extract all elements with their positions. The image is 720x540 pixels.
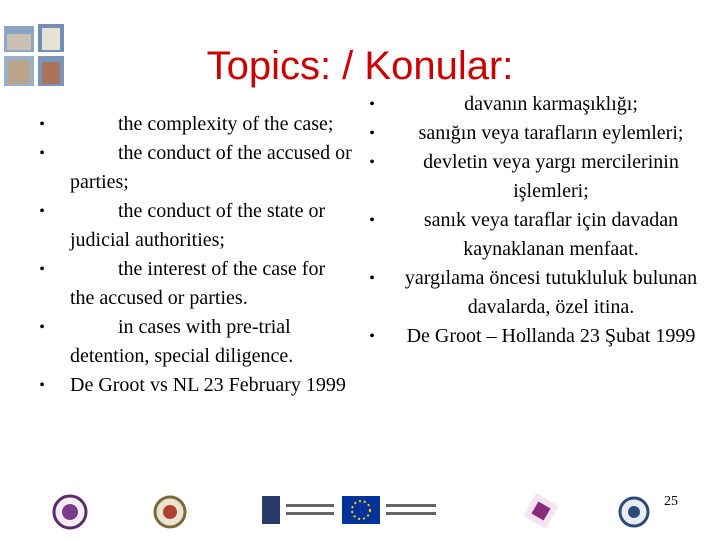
list-item bbox=[32, 197, 352, 255]
list-item-text: davanın karmaşıklığı; bbox=[464, 93, 638, 115]
bullet-icon: • bbox=[369, 270, 375, 287]
bullet-icon: • bbox=[369, 125, 375, 142]
bullet-icon: • bbox=[369, 96, 375, 113]
bullet-icon: • bbox=[369, 154, 375, 171]
bullet-icon: • bbox=[39, 261, 45, 278]
ministry-logo-icon bbox=[523, 493, 559, 529]
list-item-text: the conduct of the accused or parties; bbox=[70, 142, 352, 193]
list-item bbox=[362, 119, 702, 148]
court-seal-icon bbox=[155, 497, 185, 527]
bullet-icon: • bbox=[39, 319, 45, 336]
list-item bbox=[32, 255, 352, 313]
page-number: 25 bbox=[664, 494, 678, 509]
eu-flag-icon bbox=[342, 496, 436, 524]
slide-title: Topics: / Konular: bbox=[206, 44, 514, 88]
english-topics-list bbox=[32, 110, 352, 400]
list-item-text: De Groot vs NL 23 February 1999 bbox=[70, 374, 346, 396]
bullet-icon: • bbox=[39, 145, 45, 162]
list-item-text: the complexity of the case; bbox=[118, 113, 334, 135]
bullet-icon: • bbox=[39, 203, 45, 220]
list-item bbox=[362, 90, 702, 119]
list-item-text: the conduct of the state or judicial authorities; bbox=[70, 200, 326, 251]
footer-logos bbox=[0, 490, 720, 540]
council-of-europe-logo bbox=[262, 496, 334, 524]
list-item bbox=[32, 139, 352, 197]
list-item bbox=[362, 322, 702, 351]
bullet-icon: • bbox=[39, 377, 45, 394]
list-item bbox=[362, 206, 702, 264]
academy-seal-icon bbox=[620, 498, 648, 526]
list-item-text: sanığın veya tarafların eylemleri; bbox=[418, 122, 684, 144]
list-item-text: devletin veya yargı mercilerinin işlemleri; bbox=[423, 151, 679, 202]
list-item-text: De Groot – Hollanda 23 Şubat 1999 bbox=[406, 325, 696, 347]
list-item bbox=[32, 313, 352, 371]
list-item bbox=[32, 110, 352, 139]
turkish-topics-list bbox=[362, 90, 702, 351]
bullet-icon: • bbox=[369, 212, 375, 229]
list-item bbox=[362, 264, 702, 322]
list-item-text: in cases with pre-trial detention, special diligence. bbox=[70, 316, 294, 367]
list-item bbox=[362, 148, 702, 206]
bullet-icon: • bbox=[369, 328, 375, 345]
list-item-text: the interest of the case for the accused or parties. bbox=[70, 258, 326, 309]
university-seal-icon bbox=[54, 496, 86, 528]
list-item-text: sanık veya taraflar için davadan kaynaklanan menfaat. bbox=[423, 209, 679, 260]
list-item-text: yargılama öncesi tutukluluk bulunan davalarda, özel itina. bbox=[404, 267, 698, 318]
bullet-icon: • bbox=[39, 116, 45, 133]
list-item bbox=[32, 371, 352, 400]
